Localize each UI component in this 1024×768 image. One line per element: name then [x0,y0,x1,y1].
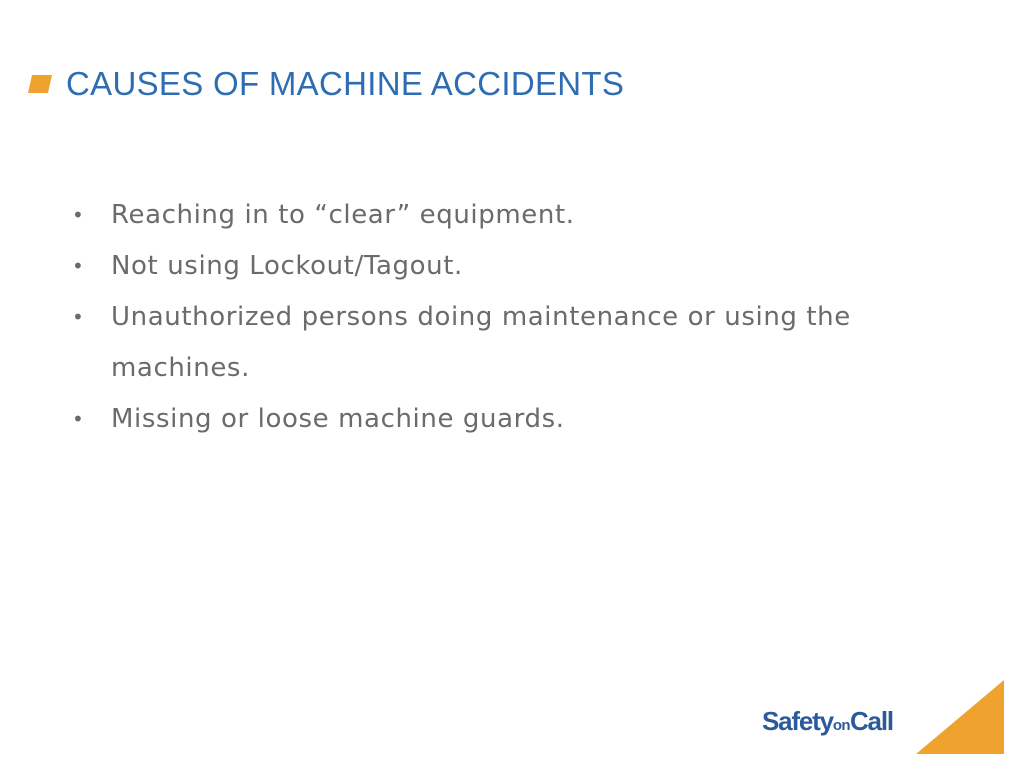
bullet-item [72,292,892,394]
logo-word-call: Call [849,706,893,736]
logo-word-on: on [832,717,850,734]
bullet-text: Reaching in to “clear” equipment. [111,200,575,230]
bullet-item [72,394,892,445]
bullet-text: Missing or loose machine guards. [111,404,565,434]
bullet-list [72,190,892,445]
bullet-icon: • [72,203,85,227]
slide-title: CAUSES OF MACHINE ACCIDENTS [66,65,625,102]
bullet-icon: • [72,305,85,329]
title-row [28,62,624,106]
corner-triangle-icon [916,680,1004,754]
bullet-icon: • [72,254,85,278]
orange-square-icon [28,75,52,93]
safety-on-call-logo [762,706,893,737]
bullet-text: Unauthorized persons doing maintenance or using the machines. [111,302,851,383]
bullet-item [72,190,892,241]
logo-word-safety: Safety [762,706,833,736]
bullet-text: Not using Lockout/Tagout. [111,251,463,281]
bullet-item [72,241,892,292]
bullet-icon: • [72,407,85,431]
